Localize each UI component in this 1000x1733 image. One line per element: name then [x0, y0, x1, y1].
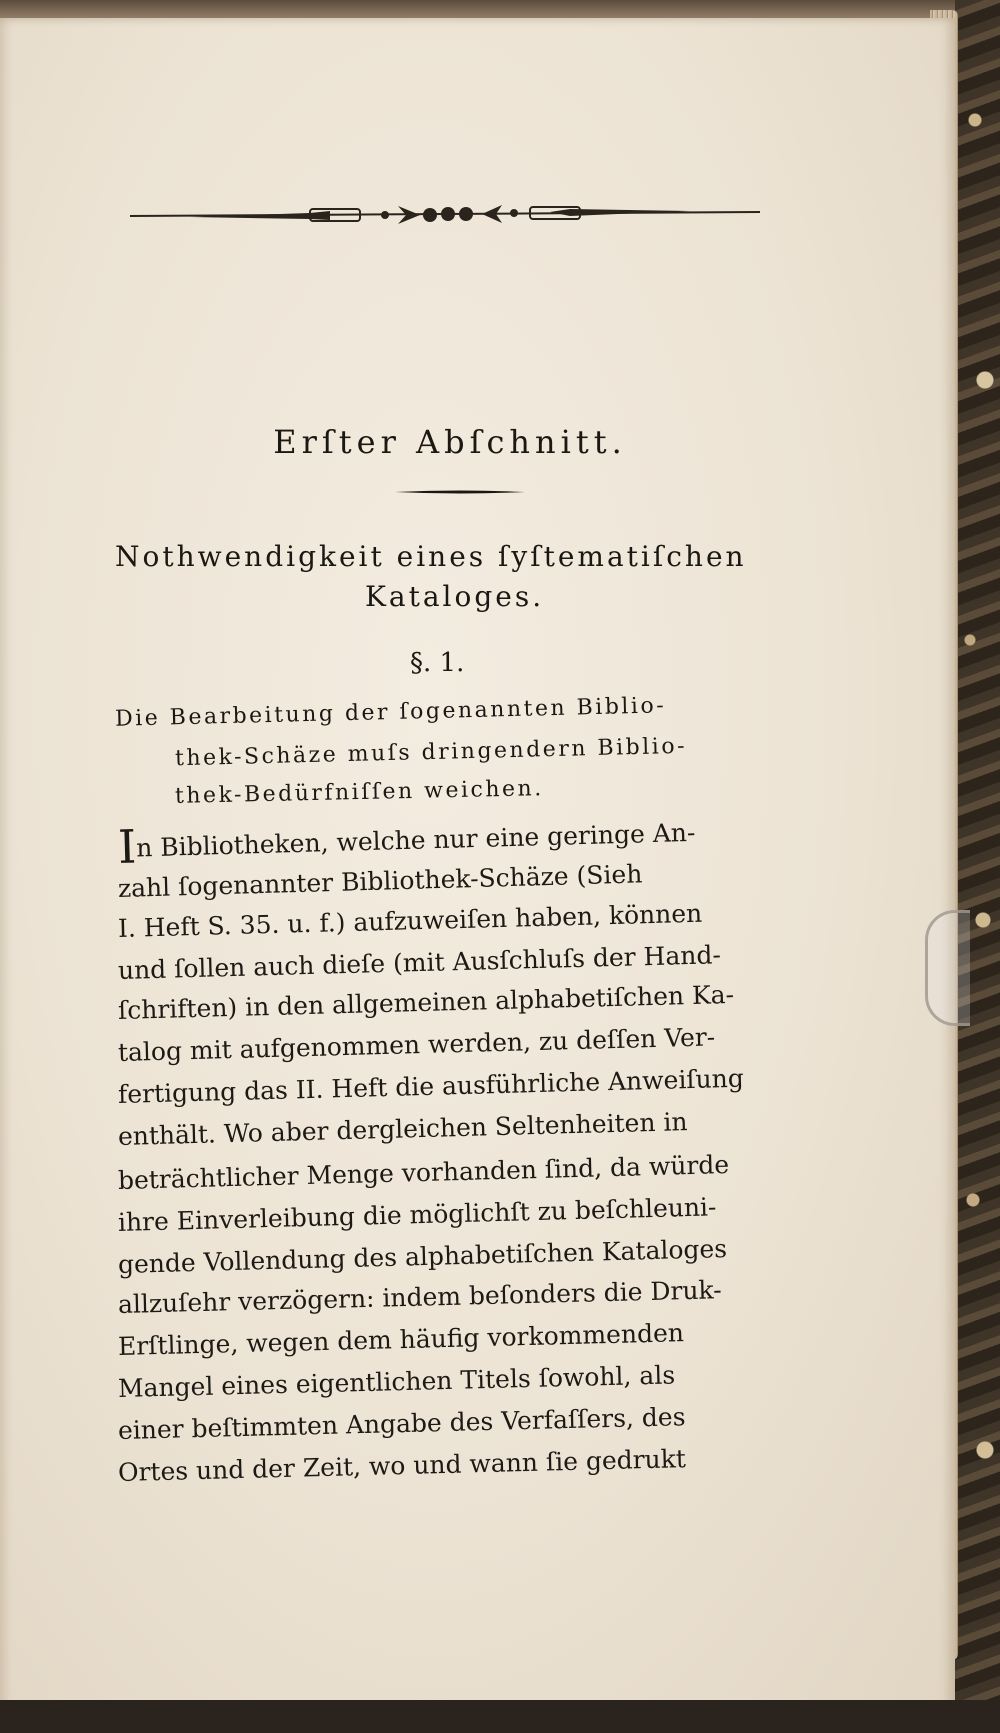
body-line: ihre Einverleibung die möglichſt zu beſchleuni- [117, 1192, 717, 1237]
summary-line: thek-Schäze muſs dringendern Biblio- [174, 733, 688, 772]
body-line: beträchtlicher Menge vorhanden ſind, da würde [117, 1150, 730, 1195]
body-line: allzuſehr verzögern: indem beſonders die Druk- [117, 1275, 722, 1319]
body-line: Ortes und der Zeit, wo und wann ſie gedrukt [117, 1444, 687, 1487]
body-line: ſchriften) in den allgemeinen alphabetiſchen Ka- [117, 979, 735, 1025]
summary-line: Die Bearbeitung der ſogenannten Biblio- [114, 693, 667, 732]
page-clip [925, 910, 970, 1026]
book-page [0, 18, 955, 1718]
body-line: talog mit aufgenommen werden, zu deſſen Ver- [117, 1022, 716, 1067]
body-line: zahl ſogenannter Bibliothek-Schäze (Sieh [117, 859, 643, 903]
body-line: enthält. Wo aber dergleichen Seltenheiten in [117, 1107, 688, 1151]
decorative-ornament [130, 198, 760, 234]
body-line: gende Vollendung des alphabetiſchen Kataloges [117, 1234, 728, 1279]
body-line: n Bibliotheken, welche nur eine geringe An- [135, 817, 696, 863]
section-title: Erſter Abſchnitt. [273, 423, 627, 461]
scan-bottom-edge [0, 1700, 1000, 1733]
paragraph-number: §. 1. [410, 648, 465, 678]
drop-cap: I [117, 819, 137, 874]
body-line: Erſtlinge, wegen dem häufig vorkommenden [117, 1318, 685, 1361]
chapter-title-line-1: Nothwendigkeit eines ſyſtematiſchen [115, 540, 747, 573]
chapter-title-line-2: Kataloges. [365, 580, 545, 613]
body-line: I. Heft S. 35. u. f.) aufzuweiſen haben, können [117, 898, 703, 943]
title-rule [395, 490, 525, 494]
body-line: und ſollen auch dieſe (mit Ausſchluſs der Hand- [117, 940, 722, 985]
marbled-cover [955, 0, 1000, 1733]
body-line: Mangel eines eigentlichen Titels ſowohl, als [117, 1360, 676, 1403]
body-line: fertigung das II. Heft die ausführliche Anweiſung [117, 1063, 745, 1109]
summary-line: thek-Bedürfniſſen weichen. [174, 776, 544, 809]
body-line: einer beſtimmten Angabe des Verfaſſers, des [117, 1402, 686, 1445]
